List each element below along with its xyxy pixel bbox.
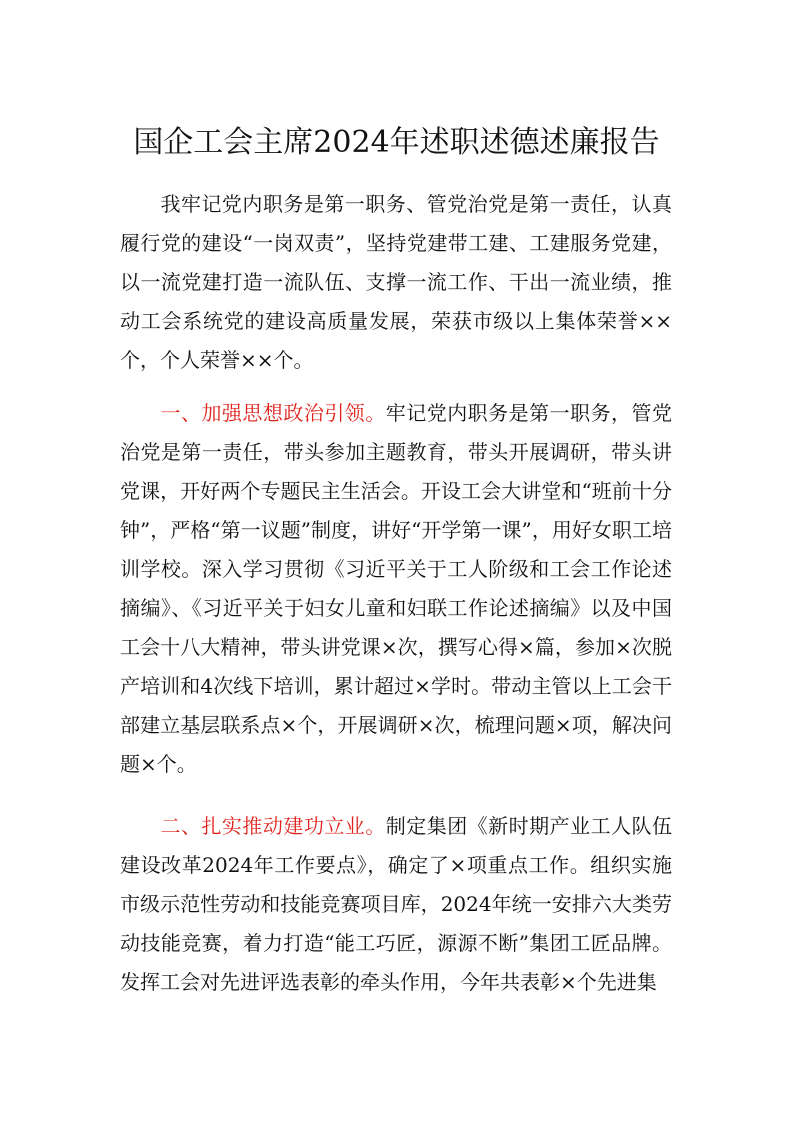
paragraph-section-2 xyxy=(120,807,672,1002)
paragraph-text: 我牢记党内职务是第一职务、管党治党是第一责任，认真履行党的建设“一岗双责”，坚持党建带工建、工建服务党建，以一流党建打造一流队伍、支撑一流工作、干出一流业绩，推动工会系统党的建设高质量发展，荣获市级以上集体荣誉××个，个人荣誉××个。 xyxy=(120,192,672,372)
document-title: 国企工会主席2024年述职述德述廉报告 xyxy=(133,125,660,160)
paragraph-intro xyxy=(120,185,672,380)
paragraph-text: 制定集团《新时期产业工人队伍建设改革2024年工作要点》，确定了×项重点工作。组织实施市级示范性劳动和技能竞赛项目库，2024年统一安排六大类劳动技能竞赛，着力打造“能工巧匠，源源不断”集团工匠品牌。发挥工会对先进评选表彰的牵头作用，今年共表彰×个先进集 xyxy=(120,814,673,994)
paragraph-section-1 xyxy=(120,394,672,784)
section-heading: 一、加强思想政治引领。 xyxy=(160,401,386,425)
section-heading: 二、扎实推动建功立业。 xyxy=(160,814,386,838)
paragraph-text: 牢记党内职务是第一职务，管党治党是第一责任，带头参加主题教育，带头开展调研，带头讲党课，开好两个专题民主生活会。开设工会大讲堂和“班前十分钟”，严格“第一议题”制度，讲好“开学第一课”，用好女职工培训学校。深入学习贯彻《习近平关于工人阶级和工会工作论述摘编》、《习近平关于妇女儿童和妇联工作论述摘编》以及中国工会十八大精神，带头讲党课×次，撰写心得×篇，参加×次脱产培训和4次线下培训，累计超过×学时。带动主管以上工会干部建立基层联系点×个，开展调研×次，梳理问题×项，解决问题×个。 xyxy=(120,401,673,776)
